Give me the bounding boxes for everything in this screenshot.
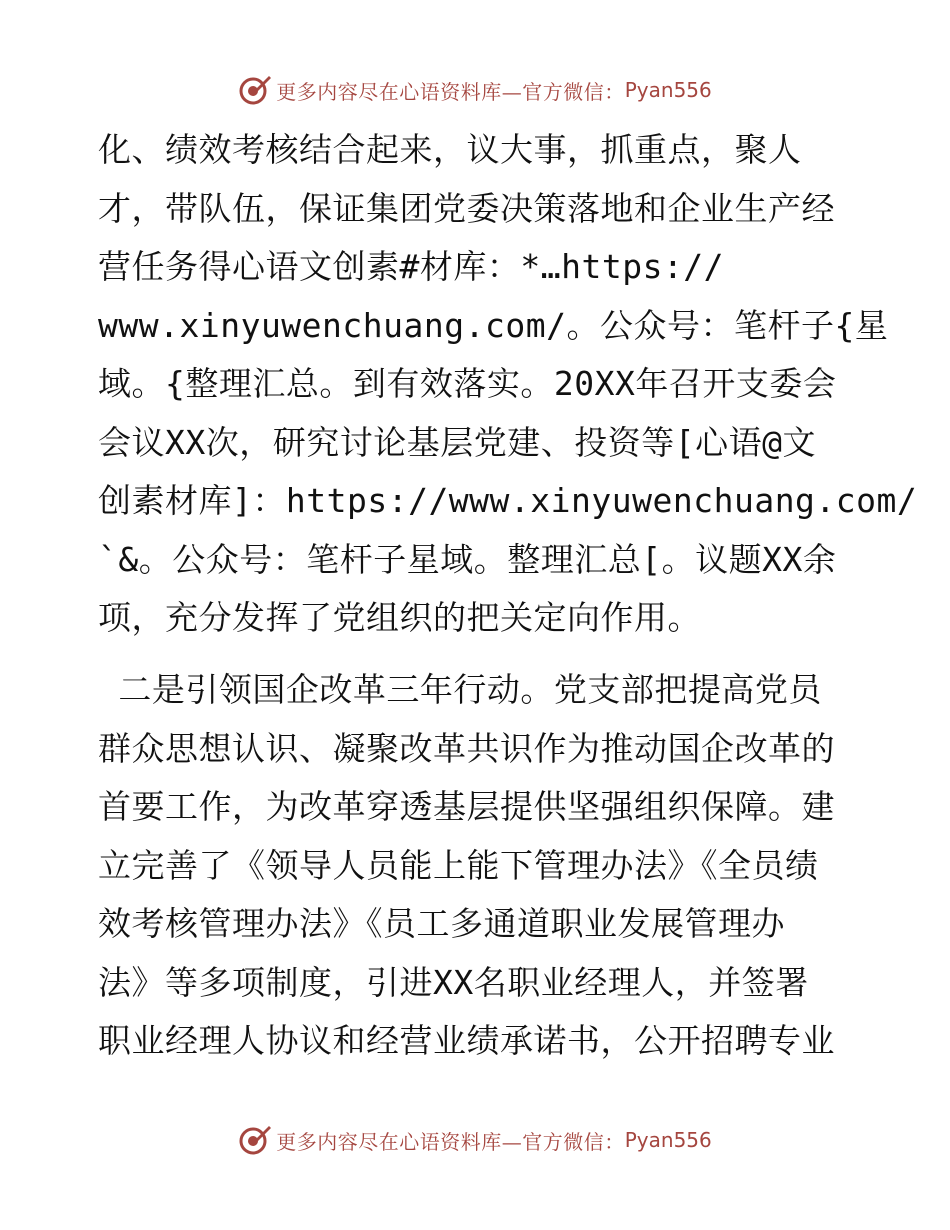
pen-logo-icon	[238, 73, 272, 107]
text-line: 群众思想认识、凝聚改革共识作为推动国企改革的	[98, 728, 835, 768]
footer-watermark-banner	[0, 1120, 950, 1160]
paragraph-1	[98, 121, 918, 648]
text-line: www.xinyuwenchuang.com/。公众号：笔杆子{星	[98, 305, 889, 345]
text-line: 营任务得心语文创素#材库：*…https://	[98, 247, 725, 286]
text-line: 立完善了《领导人员能上能下管理办法》《全员绩	[98, 845, 819, 885]
header-banner-text: 更多内容尽在心语资料库—官方微信：	[276, 79, 625, 104]
text-line: 职业经理人协议和经营业绩承诺书，公开招聘专业	[98, 1021, 835, 1060]
text-line: 会议XX次，研究讨论基层党建、投资等[心语@文	[98, 422, 816, 462]
paragraph-2	[98, 661, 858, 1071]
header-wechat-id: Pyan556	[624, 78, 712, 102]
text-line: `&。公众号：笔杆子星域。整理汇总[。议题XX余	[98, 539, 837, 579]
header-watermark-banner	[0, 70, 950, 110]
text-line: 创素材库]：https://www.xinyuwenchuang.com/	[98, 481, 918, 520]
text-line: 首要工作，为改革穿透基层提供坚强组织保障。建	[98, 787, 835, 826]
text-line: 项，充分发挥了党组织的把关定向作用。	[98, 598, 701, 637]
text-line: 二是引领国企改革三年行动。党支部把提高党员	[98, 670, 822, 709]
text-line: 化、绩效考核结合起来，议大事，抓重点，聚人	[98, 130, 802, 169]
footer-wechat-id: Pyan556	[624, 1128, 712, 1152]
text-line: 域。{整理汇总。到有效落实。20XX年召开支委会	[98, 364, 837, 403]
text-line: 才，带队伍，保证集团党委决策落地和企业生产经	[98, 188, 835, 228]
text-line: 效考核管理办法》《员工多通道职业发展管理办	[98, 904, 785, 943]
footer-banner-text: 更多内容尽在心语资料库—官方微信：	[276, 1129, 625, 1154]
text-line: 法》等多项制度，引进XX名职业经理人，并签署	[98, 962, 809, 1002]
pen-logo-icon	[238, 1123, 272, 1157]
